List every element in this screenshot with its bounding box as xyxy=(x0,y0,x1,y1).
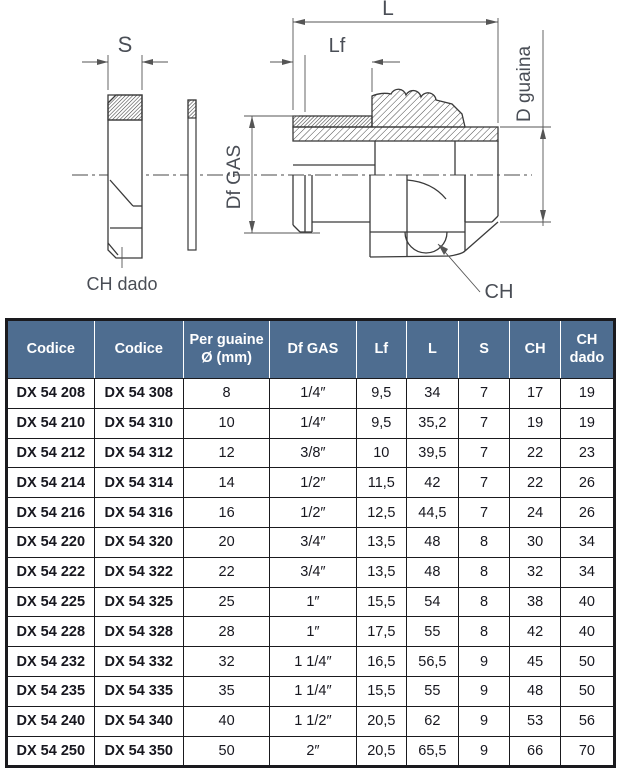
table-header-row xyxy=(7,320,615,379)
value-cell: 7 xyxy=(458,379,510,409)
value-cell: 7 xyxy=(458,498,510,528)
value-cell: 1″ xyxy=(270,587,356,617)
label-ch-dado: CH dado xyxy=(86,274,158,294)
value-cell: 9 xyxy=(458,676,510,706)
value-cell: 9 xyxy=(458,706,510,736)
table-row xyxy=(7,736,615,767)
table-row xyxy=(7,676,615,706)
value-cell: 28 xyxy=(183,617,269,647)
code-cell: DX 54 235 xyxy=(7,676,95,706)
value-cell: 9 xyxy=(458,647,510,677)
value-cell: 40 xyxy=(560,587,614,617)
code-cell: DX 54 250 xyxy=(7,736,95,767)
table-body xyxy=(7,379,615,767)
value-cell: 19 xyxy=(510,408,560,438)
table-row xyxy=(7,468,615,498)
value-cell: 53 xyxy=(510,706,560,736)
code-cell: DX 54 212 xyxy=(7,438,95,468)
code-cell: DX 54 328 xyxy=(94,617,183,647)
value-cell: 15,5 xyxy=(356,587,406,617)
label-l: L xyxy=(382,0,394,20)
dimension-ch-dado xyxy=(86,247,157,294)
table-row xyxy=(7,617,615,647)
value-cell: 65,5 xyxy=(407,736,459,767)
table-row xyxy=(7,587,615,617)
label-df-gas: Df GAS xyxy=(224,144,245,210)
dimensions-table xyxy=(5,318,616,768)
value-cell: 54 xyxy=(407,587,459,617)
value-cell: 32 xyxy=(183,647,269,677)
value-cell: 40 xyxy=(183,706,269,736)
value-cell: 8 xyxy=(458,617,510,647)
code-cell: DX 54 225 xyxy=(7,587,95,617)
value-cell: 9 xyxy=(458,736,510,767)
value-cell: 10 xyxy=(183,408,269,438)
value-cell: 24 xyxy=(510,498,560,528)
value-cell: 3/4″ xyxy=(270,557,356,587)
table-row xyxy=(7,438,615,468)
value-cell: 1″ xyxy=(270,617,356,647)
technical-drawing xyxy=(0,0,621,315)
value-cell: 48 xyxy=(510,676,560,706)
code-cell: DX 54 310 xyxy=(94,408,183,438)
code-cell: DX 54 240 xyxy=(7,706,95,736)
value-cell: 10 xyxy=(356,438,406,468)
value-cell: 3/4″ xyxy=(270,527,356,557)
table-row xyxy=(7,527,615,557)
value-cell: 20 xyxy=(183,527,269,557)
value-cell: 23 xyxy=(560,438,614,468)
value-cell: 35 xyxy=(183,676,269,706)
value-cell: 42 xyxy=(510,617,560,647)
value-cell: 1/4″ xyxy=(270,379,356,409)
value-cell: 3/8″ xyxy=(270,438,356,468)
value-cell: 15,5 xyxy=(356,676,406,706)
code-cell: DX 54 335 xyxy=(94,676,183,706)
code-cell: DX 54 322 xyxy=(94,557,183,587)
value-cell: 9,5 xyxy=(356,379,406,409)
value-cell: 12 xyxy=(183,438,269,468)
value-cell: 8 xyxy=(183,379,269,409)
code-cell: DX 54 308 xyxy=(94,379,183,409)
code-cell: DX 54 216 xyxy=(7,498,95,528)
dimension-s xyxy=(82,32,168,90)
value-cell: 44,5 xyxy=(407,498,459,528)
washer-view xyxy=(188,100,196,250)
code-cell: DX 54 210 xyxy=(7,408,95,438)
value-cell: 11,5 xyxy=(356,468,406,498)
value-cell: 40 xyxy=(560,617,614,647)
header-l: L xyxy=(407,320,459,379)
value-cell: 70 xyxy=(560,736,614,767)
header-per-guaine: Per guaine Ø (mm) xyxy=(183,320,269,379)
header-codice-1: Codice xyxy=(7,320,95,379)
value-cell: 17 xyxy=(510,379,560,409)
code-cell: DX 54 332 xyxy=(94,647,183,677)
table-row xyxy=(7,379,615,409)
value-cell: 19 xyxy=(560,379,614,409)
code-cell: DX 54 314 xyxy=(94,468,183,498)
code-cell: DX 54 220 xyxy=(7,527,95,557)
value-cell: 22 xyxy=(510,438,560,468)
header-ch-dado: CH dado xyxy=(560,320,614,379)
code-cell: DX 54 340 xyxy=(94,706,183,736)
code-cell: DX 54 312 xyxy=(94,438,183,468)
value-cell: 56,5 xyxy=(407,647,459,677)
value-cell: 1 1/4″ xyxy=(270,676,356,706)
value-cell: 1 1/2″ xyxy=(270,706,356,736)
value-cell: 7 xyxy=(458,408,510,438)
code-cell: DX 54 214 xyxy=(7,468,95,498)
value-cell: 22 xyxy=(510,468,560,498)
value-cell: 7 xyxy=(458,438,510,468)
value-cell: 48 xyxy=(407,527,459,557)
value-cell: 35,2 xyxy=(407,408,459,438)
value-cell: 14 xyxy=(183,468,269,498)
value-cell: 1/2″ xyxy=(270,468,356,498)
code-cell: DX 54 228 xyxy=(7,617,95,647)
value-cell: 55 xyxy=(407,617,459,647)
value-cell: 17,5 xyxy=(356,617,406,647)
value-cell: 1 1/4″ xyxy=(270,647,356,677)
code-cell: DX 54 316 xyxy=(94,498,183,528)
value-cell: 55 xyxy=(407,676,459,706)
value-cell: 1/4″ xyxy=(270,408,356,438)
code-cell: DX 54 350 xyxy=(94,736,183,767)
label-ch: CH xyxy=(484,281,514,303)
value-cell: 8 xyxy=(458,557,510,587)
value-cell: 26 xyxy=(560,468,614,498)
dimension-ch xyxy=(438,244,513,303)
code-cell: DX 54 208 xyxy=(7,379,95,409)
value-cell: 12,5 xyxy=(356,498,406,528)
nut-view xyxy=(108,95,142,258)
value-cell: 34 xyxy=(560,527,614,557)
gland-drawing-svg xyxy=(0,0,621,315)
value-cell: 9,5 xyxy=(356,408,406,438)
value-cell: 13,5 xyxy=(356,527,406,557)
value-cell: 50 xyxy=(560,676,614,706)
value-cell: 34 xyxy=(560,557,614,587)
value-cell: 45 xyxy=(510,647,560,677)
value-cell: 20,5 xyxy=(356,736,406,767)
value-cell: 62 xyxy=(407,706,459,736)
body-view xyxy=(293,89,498,257)
value-cell: 38 xyxy=(510,587,560,617)
code-cell: DX 54 222 xyxy=(7,557,95,587)
value-cell: 2″ xyxy=(270,736,356,767)
value-cell: 48 xyxy=(407,557,459,587)
value-cell: 50 xyxy=(183,736,269,767)
dimension-d-guaina xyxy=(500,30,551,226)
value-cell: 50 xyxy=(560,647,614,677)
value-cell: 66 xyxy=(510,736,560,767)
code-cell: DX 54 232 xyxy=(7,647,95,677)
value-cell: 16 xyxy=(183,498,269,528)
table-row xyxy=(7,706,615,736)
value-cell: 56 xyxy=(560,706,614,736)
header-s: S xyxy=(458,320,510,379)
table-row xyxy=(7,498,615,528)
table-row xyxy=(7,647,615,677)
header-df-gas: Df GAS xyxy=(270,320,356,379)
value-cell: 13,5 xyxy=(356,557,406,587)
header-ch: CH xyxy=(510,320,560,379)
value-cell: 42 xyxy=(407,468,459,498)
label-lf: Lf xyxy=(328,35,346,57)
header-lf: Lf xyxy=(356,320,406,379)
value-cell: 30 xyxy=(510,527,560,557)
header-codice-2: Codice xyxy=(94,320,183,379)
table-row xyxy=(7,557,615,587)
value-cell: 25 xyxy=(183,587,269,617)
value-cell: 32 xyxy=(510,557,560,587)
value-cell: 16,5 xyxy=(356,647,406,677)
label-d-guaina: D guaina xyxy=(514,45,535,123)
table-row xyxy=(7,408,615,438)
value-cell: 39,5 xyxy=(407,438,459,468)
value-cell: 7 xyxy=(458,468,510,498)
code-cell: DX 54 320 xyxy=(94,527,183,557)
value-cell: 1/2″ xyxy=(270,498,356,528)
value-cell: 20,5 xyxy=(356,706,406,736)
label-s: S xyxy=(117,32,133,57)
value-cell: 19 xyxy=(560,408,614,438)
value-cell: 34 xyxy=(407,379,459,409)
value-cell: 8 xyxy=(458,587,510,617)
value-cell: 22 xyxy=(183,557,269,587)
code-cell: DX 54 325 xyxy=(94,587,183,617)
value-cell: 8 xyxy=(458,527,510,557)
value-cell: 26 xyxy=(560,498,614,528)
